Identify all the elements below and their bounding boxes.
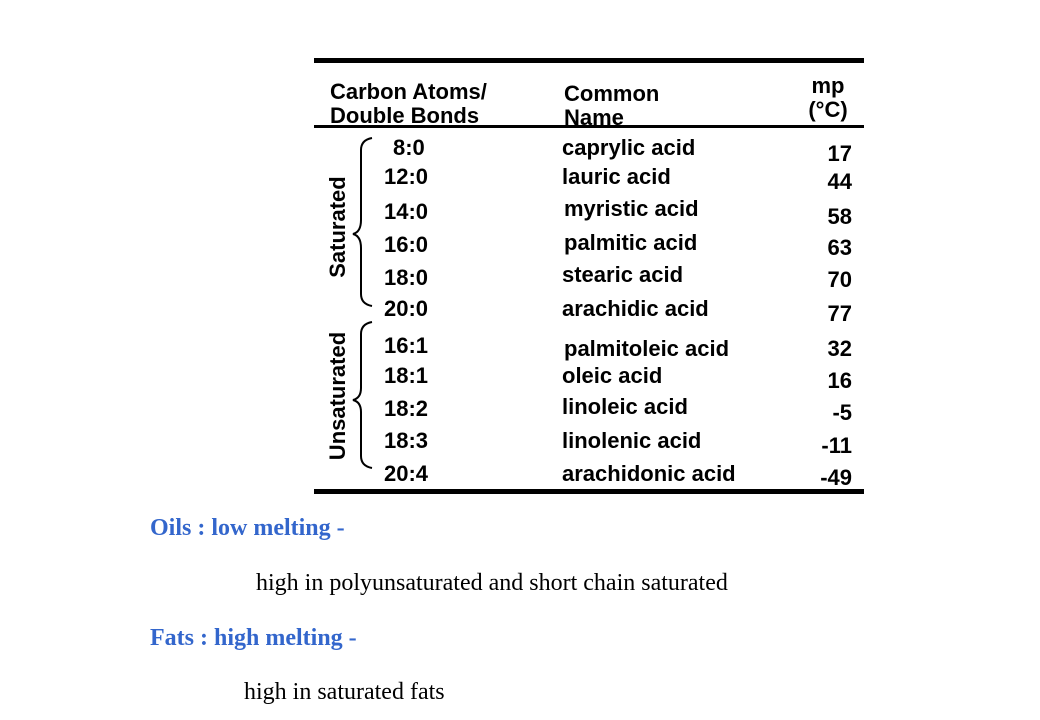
saturated-group-label: Saturated [325, 176, 350, 278]
ratio-cell: 20:4 [384, 461, 429, 486]
common-name-cell: linolenic acid [562, 428, 702, 453]
header-mp-line2: (°C) [808, 97, 848, 122]
mp-cell: 32 [827, 336, 852, 361]
common-name-cell: lauric acid [562, 164, 671, 189]
mp-cell: 58 [827, 204, 852, 229]
common-name-cell: caprylic acid [562, 135, 696, 160]
mp-cell: 44 [827, 169, 852, 194]
mp-cell: 77 [827, 301, 852, 326]
common-name-cell: palmitic acid [564, 230, 698, 255]
oils-heading: Oils : low melting - [150, 515, 345, 541]
mp-cell: 70 [827, 267, 852, 292]
oils-detail: high in polyunsaturated and short chain saturated [256, 570, 728, 596]
header-common-line2: Name [564, 105, 624, 130]
common-name-cell: arachidonic acid [562, 461, 736, 486]
header-carbon-atoms [330, 80, 487, 128]
ratio-cell: 8:0 [393, 135, 425, 160]
fats-detail: high in saturated fats [244, 679, 445, 705]
unsaturated-bracket [353, 322, 372, 468]
header-mp-line1: mp [811, 73, 845, 98]
ratio-cell: 18:1 [384, 363, 429, 388]
ratio-cell: 18:3 [384, 428, 429, 453]
ratio-cell: 16:0 [384, 232, 429, 257]
header-carbon-line1: Carbon Atoms/ [330, 79, 487, 104]
header-common-line1: Common [564, 81, 660, 106]
mp-cell: -11 [821, 433, 852, 458]
table-top-rule [314, 58, 864, 63]
ratio-cell: 18:0 [384, 265, 429, 290]
common-name-cell: linoleic acid [562, 394, 688, 419]
common-name-cell: arachidic acid [562, 296, 709, 321]
common-name-cell: palmitoleic acid [564, 336, 730, 361]
header-common-name [564, 82, 659, 130]
common-name-cell: oleic acid [562, 363, 663, 388]
common-name-cell: myristic acid [564, 196, 699, 221]
ratio-cell: 16:1 [384, 333, 429, 358]
header-mp [798, 74, 858, 122]
mp-cell: 16 [827, 368, 852, 393]
fats-heading: Fats : high melting - [150, 625, 357, 651]
mp-cell: -5 [832, 400, 852, 425]
header-carbon-line2: Double Bonds [330, 103, 480, 128]
unsaturated-group-label: Unsaturated [325, 331, 350, 461]
ratio-cell: 12:0 [384, 164, 429, 189]
group-brackets [348, 136, 378, 488]
mp-cell: 17 [827, 141, 852, 166]
mp-cell: 63 [827, 235, 852, 260]
ratio-cell: 20:0 [384, 296, 429, 321]
ratio-cell: 18:2 [384, 396, 429, 421]
mp-cell: -49 [820, 465, 852, 490]
saturated-bracket [353, 138, 372, 306]
ratio-cell: 14:0 [384, 199, 429, 224]
common-name-cell: stearic acid [562, 262, 684, 287]
